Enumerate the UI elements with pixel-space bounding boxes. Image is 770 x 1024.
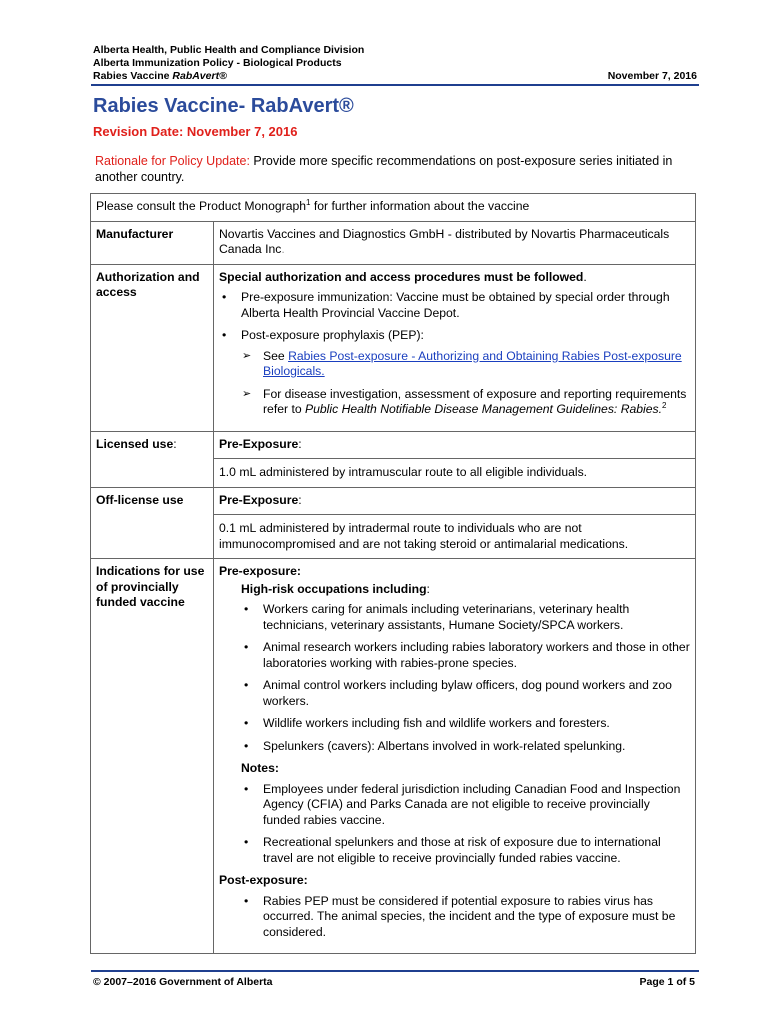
footnote-ref: 1	[306, 197, 311, 207]
monograph-note: Please consult the Product Monograph$^1$ for further information about the vaccine	[91, 194, 696, 222]
rationale-label: Rationale for Policy Update:	[95, 154, 250, 168]
revision-date: Revision Date: November 7, 2016	[93, 124, 298, 139]
list-item: • Animal research workers including rabies laboratory workers and those in other laboratories working with rabies-prone species.	[263, 640, 690, 671]
authorization-heading: Special authorization and access procedures must be followed.	[219, 269, 587, 284]
pre-exposure-heading: Pre-exposure:	[219, 564, 301, 578]
offlicense-heading: Pre-Exposure:	[219, 492, 302, 507]
licensed-value	[214, 431, 696, 487]
rationale	[95, 153, 695, 185]
manufacturer-value: Novartis Vaccines and Diagnostics GmbH - distributed by Novartis Pharmaceuticals Canada Inc.	[214, 221, 696, 264]
notes-heading: Notes:	[241, 761, 279, 775]
header-rule	[91, 84, 699, 86]
list-item: • Employees under federal jurisdiction including Canadian Food and Inspection Agency (CFIA) and Parks Canada are not eligible to receive provincially funded rabies vaccine.	[263, 782, 690, 829]
notes-list	[241, 782, 690, 867]
table-row-offlicense	[91, 487, 696, 559]
licensed-text: 1.0 mL administered by intramuscular route to all eligible individuals.	[214, 458, 695, 481]
footnote-ref: 2	[662, 400, 667, 410]
list-item: • Workers caring for animals including veterinarians, veterinary health technicians, veterinary assistants, Humane Society/SPCA workers.	[263, 602, 690, 633]
indications-value	[214, 559, 696, 954]
footer-rule	[91, 970, 699, 972]
list-item: • Pre-exposure immunization: Vaccine must be obtained by special order through Alberta Health Provincial Vaccine Depot.	[241, 290, 690, 321]
occupations-heading: High-risk occupations including:	[241, 581, 430, 596]
list-item: • Recreational spelunkers and those at risk of exposure due to international travel are not eligible to receive provincially funded rabies vaccine.	[263, 835, 690, 866]
list-item: • Animal control workers including bylaw officers, dog pound workers and zoo workers.	[263, 678, 690, 709]
header-product: Rabies Vaccine RabAvert®	[93, 70, 227, 82]
header-date: November 7, 2016	[607, 70, 697, 82]
post-exposure-list	[241, 894, 690, 941]
header-division: Alberta Health, Public Health and Compliance Division	[93, 44, 365, 56]
header-policy: Alberta Immunization Policy - Biological Products	[93, 57, 342, 69]
table-row-manufacturer	[91, 221, 696, 264]
pep-sublist	[241, 349, 690, 418]
authorization-value	[214, 264, 696, 431]
authorization-label: Authorization and access	[91, 264, 214, 431]
rationale-text: Provide more specific recommendations on post-exposure series initiated in another country.	[95, 154, 673, 184]
occupations-list	[241, 602, 690, 754]
table-row-authorization	[91, 264, 696, 431]
offlicense-label: Off-license use	[91, 487, 214, 559]
table-row-indications	[91, 559, 696, 954]
manufacturer-label: Manufacturer	[91, 221, 214, 264]
page-title: Rabies Vaccine- RabAvert®	[93, 95, 354, 117]
list-item: • Spelunkers (cavers): Albertans involved in work-related spelunking.	[263, 739, 690, 755]
list-item: ➢ For disease investigation, assessment of exposure and reporting requirements refer to Public Health Notifiable Disease Management Guidelines: Rabies.$^2$	[263, 387, 690, 418]
list-item: ➢ See Rabies Post-exposure - Authorizing and Obtaining Rabies Post-exposure Biologicals.	[263, 349, 690, 380]
licensed-label: Licensed use:	[91, 431, 214, 487]
document-footer	[93, 976, 697, 988]
pep-authorizing-link[interactable]: Rabies Post-exposure - Authorizing and Obtaining Rabies Post-exposure Biologicals.	[263, 348, 682, 378]
offlicense-value	[214, 487, 696, 559]
document-header	[93, 44, 699, 83]
licensed-heading: Pre-Exposure:	[219, 436, 302, 451]
authorization-list	[219, 290, 690, 418]
offlicense-text: 0.1 mL administered by intradermal route to individuals who are not immunocompromised and are not taking steroid or antimalarial medications.	[214, 514, 695, 552]
page-number: Page 1 of 5	[639, 976, 695, 988]
list-item: • Post-exposure prophylaxis (PEP): ➢ See Rabies Post-exposure - Authorizing and Obtaining Rabies Post-exposure Biologicals. ➢ For disease investigation, assessment of exposure and reporting requirements refer to Public Health Notifiable Disease Management Guidelines: Rabies.$^2$	[241, 328, 690, 418]
list-item: • Wildlife workers including fish and wildlife workers and foresters.	[263, 716, 690, 732]
post-exposure-heading: Post-exposure:	[219, 873, 308, 887]
table-row-monograph	[91, 194, 696, 222]
indications-label: Indications for use of provincially funded vaccine	[91, 559, 214, 954]
list-item: • Rabies PEP must be considered if potential exposure to rabies virus has occurred. The animal species, the incident and the type of exposure must be considered.	[263, 894, 690, 941]
header-product-name: RabAvert®	[172, 70, 227, 82]
table-row-licensed	[91, 431, 696, 487]
copyright: © 2007–2016 Government of Alberta	[93, 976, 273, 988]
policy-table	[90, 193, 696, 954]
